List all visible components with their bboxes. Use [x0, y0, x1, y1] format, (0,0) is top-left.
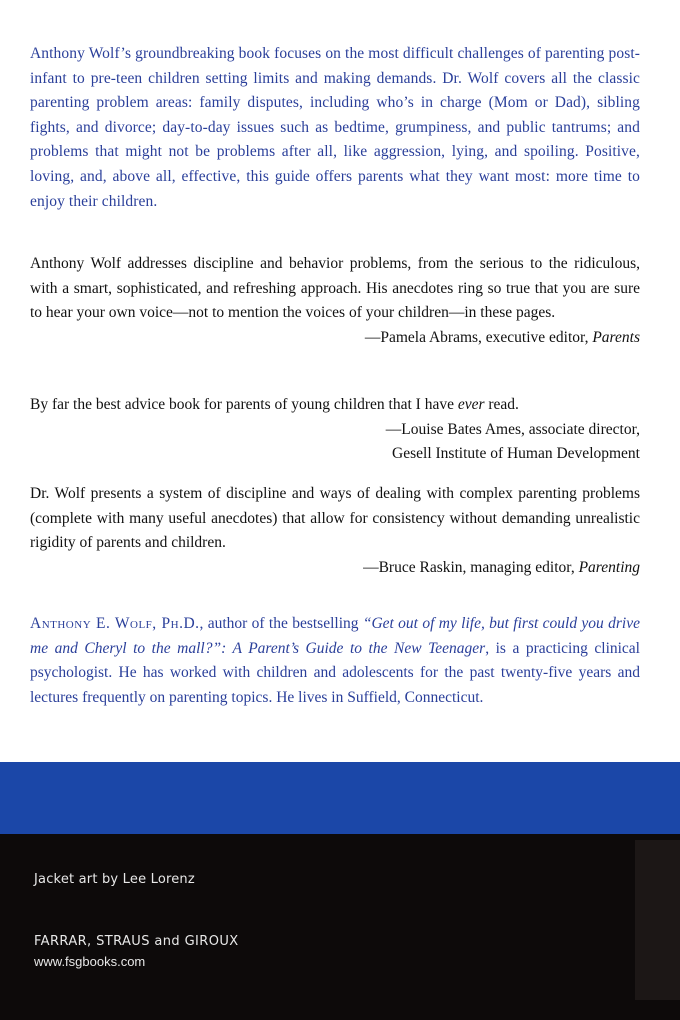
review-text: Anthony Wolf addresses discipline and behavior problems, from the serious to the ridiculous, with a smart, sophisticated, and refreshing approach. His anecdotes ring so true that you are sure to hear your own voice—not to mention the voices of your children—in these pages. — [30, 255, 640, 322]
publisher-name: FARRAR, STRAUS and GIROUX — [34, 934, 239, 949]
bio-text-part: , author of the bestselling — [199, 615, 363, 632]
book-description: Anthony Wolf’s groundbreaking book focuses on the most difficult challenges of parenting post-infant to pre-teen children setting limits and making demands. Dr. Wolf covers all the classic parenting problem areas: family disputes, including who’s in charge (Mom or Dad), sibling fights, and divorce; day-to-day issues such as bedtime, grumpiness, and public tantrums; and problems that might not be problems after all, like aggression, lying, and spoiling. Positive, loving, and, above all, effective, this guide offers parents what they want most: more time to enjoy their children. — [30, 45, 640, 210]
review-text: Dr. Wolf presents a system of discipline and ways of dealing with complex parenting problems (complete with many useful anecdotes) that allow for consistency without demanding unrealistic rigidity of parents and children. — [30, 485, 640, 552]
author-bio — [30, 612, 640, 710]
review-attribution — [30, 326, 640, 351]
review-text-emphasis: ever — [457, 396, 485, 413]
footer-band — [0, 834, 680, 1020]
attribution-name: —Bruce Raskin, managing editor, — [363, 558, 579, 576]
blue-band — [0, 762, 680, 834]
jacket-art-credit: Jacket art by Lee Lorenz — [34, 872, 195, 887]
attribution-name: —Pamela Abrams, executive editor, — [364, 328, 593, 346]
review-quote-ames — [30, 393, 640, 467]
review-attribution-institute: Gesell Institute of Human Development — [392, 445, 640, 463]
review-quote-raskin — [30, 482, 640, 580]
publication-name: Parenting — [578, 558, 640, 576]
review-quote-abrams — [30, 252, 640, 350]
review-attribution — [30, 556, 640, 581]
review-attribution: —Louise Bates Ames, associate director, — [385, 420, 640, 438]
publisher-url[interactable]: www.fsgbooks.com — [34, 954, 146, 969]
author-name: Anthony E. Wolf, Ph.D. — [30, 615, 200, 632]
previous-book-title: “Get out of my life, but first could you drive me and Cheryl to the mall?”: A Parent’s Guide to the New Teenager — [30, 615, 640, 657]
review-text-part: read. — [484, 396, 519, 413]
review-text — [30, 393, 640, 418]
review-text-part: By far the best advice book for parents of young children that I have — [30, 396, 458, 413]
bio-text-part: , is a practicing clinical psychologist. He has worked with children and adolescents for the past twenty-five years and lectures frequently on parenting topics. He lives in Suffield, Connecticut. — [30, 639, 640, 706]
publication-name: Parents — [592, 328, 640, 346]
spine-shadow — [635, 840, 680, 1000]
